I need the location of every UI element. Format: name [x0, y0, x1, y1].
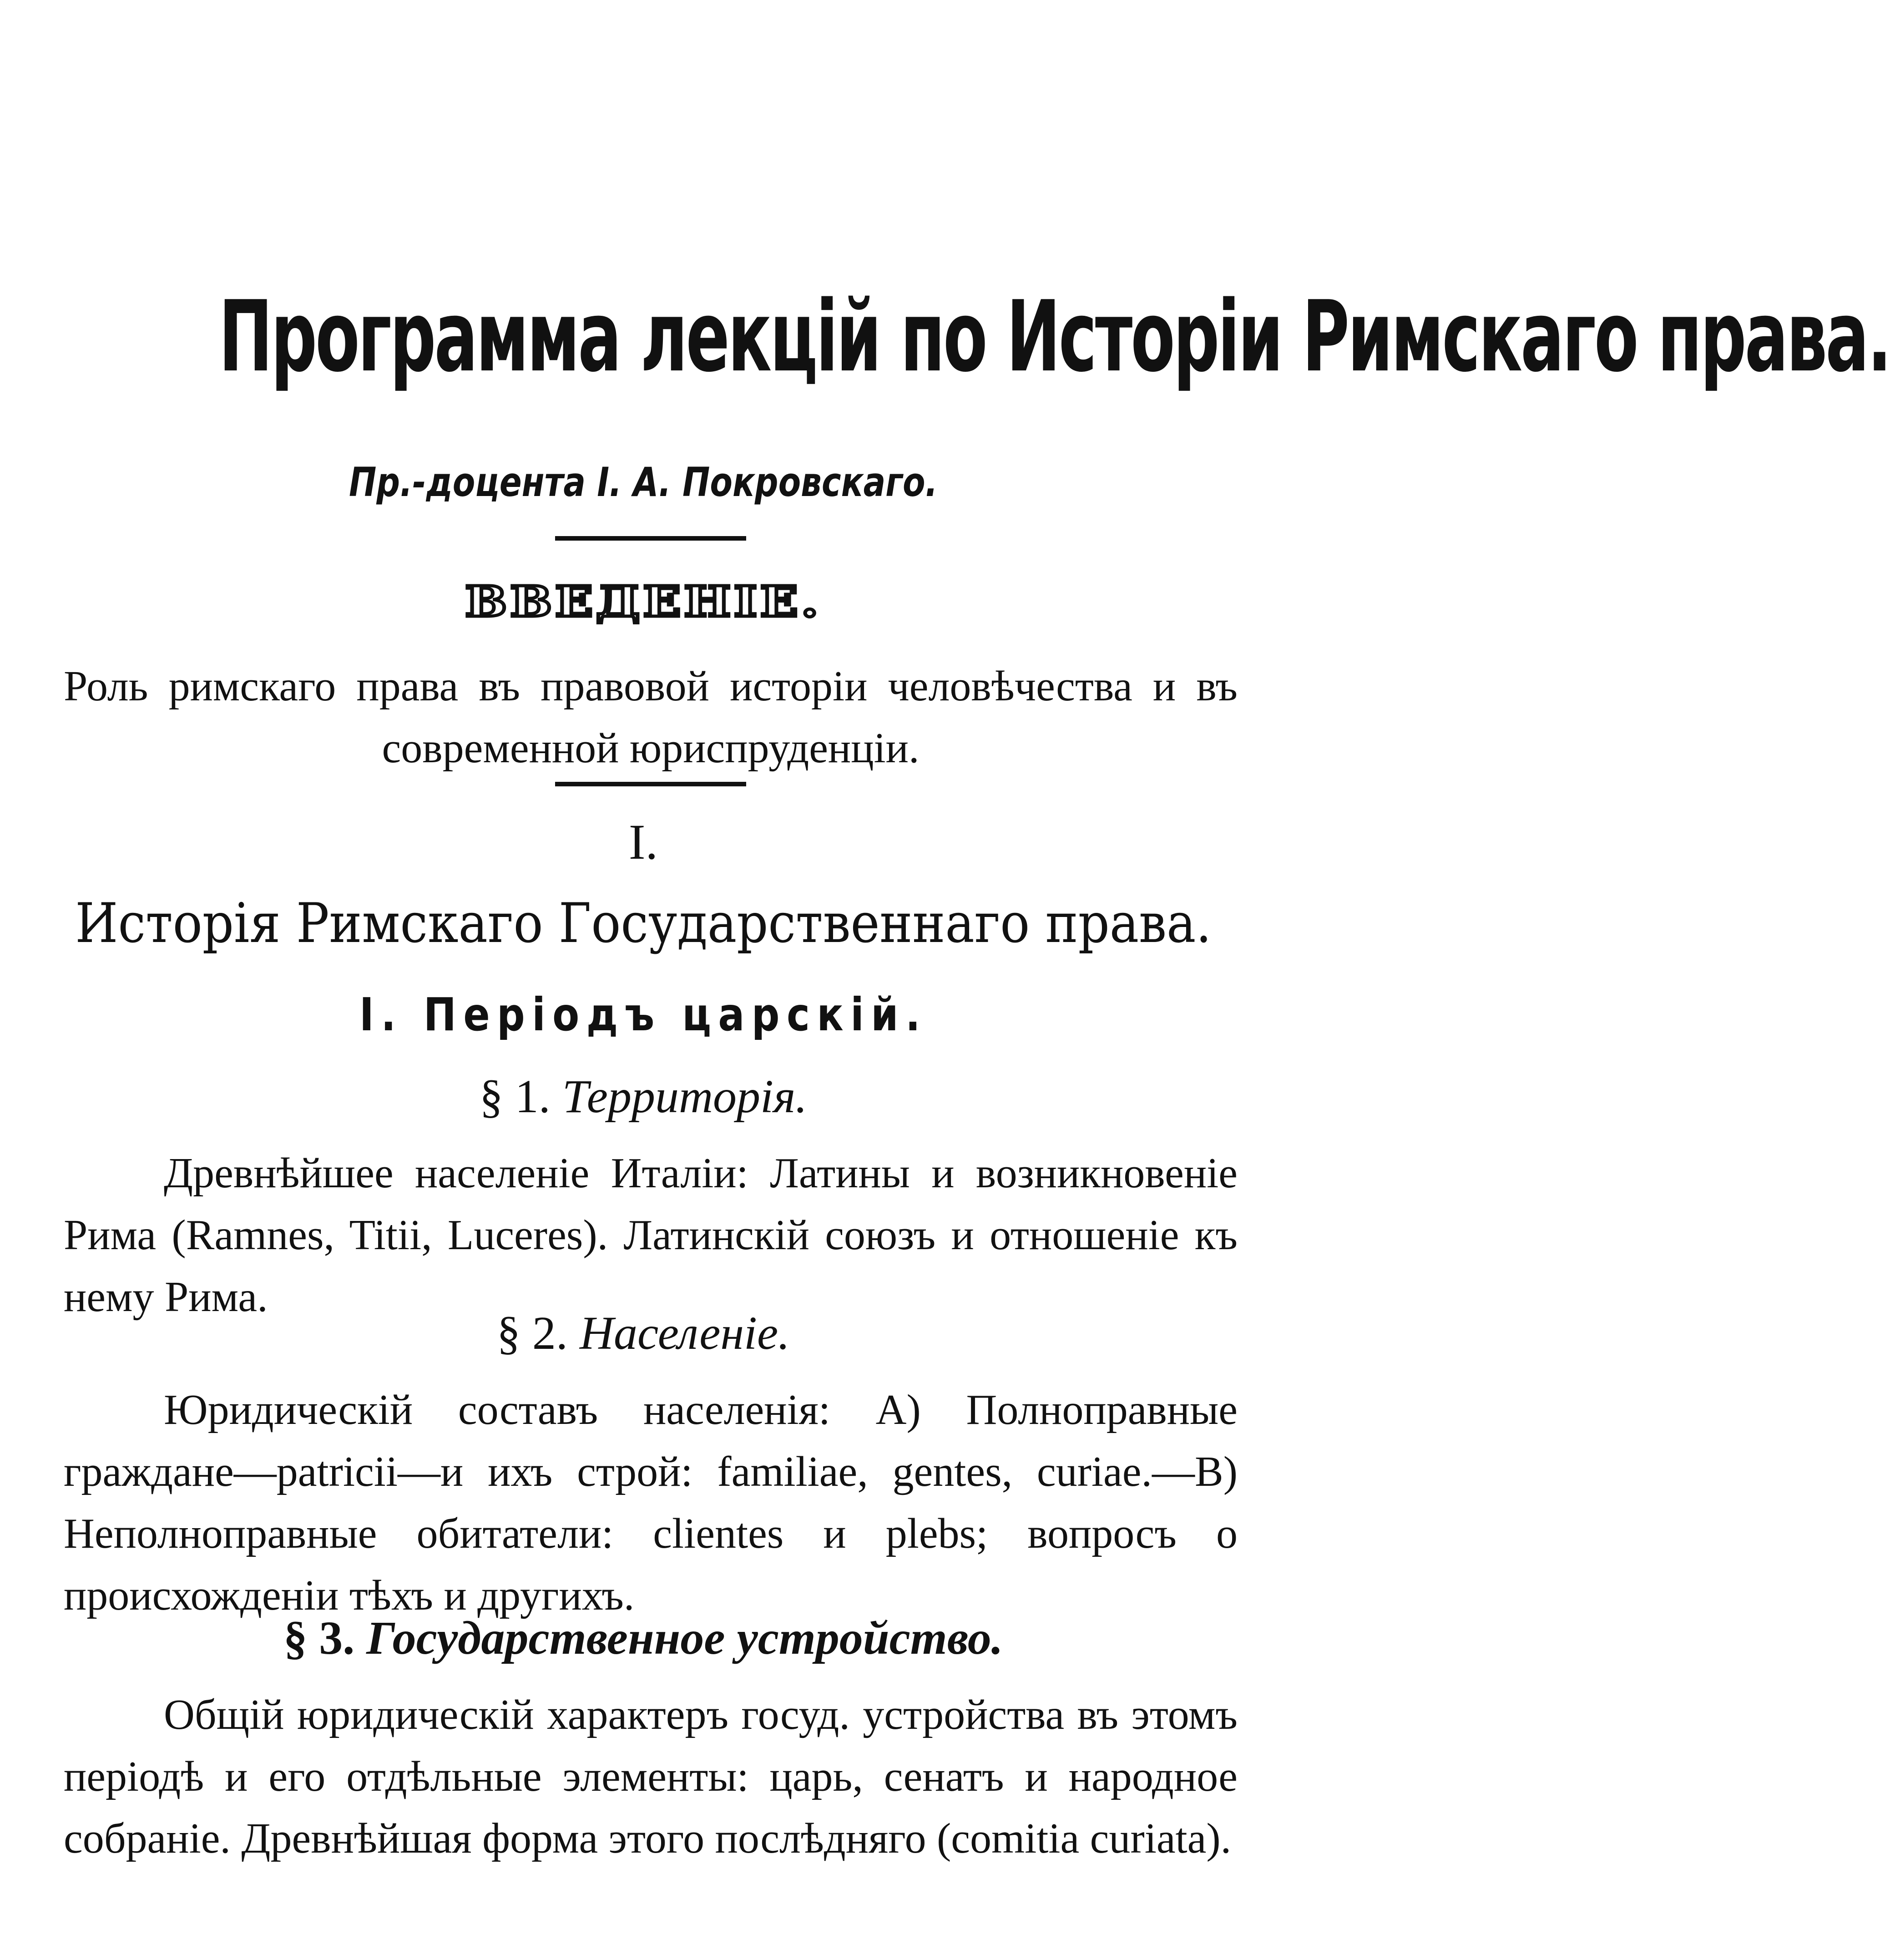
introduction-heading: ВВЕДЕНІЕ.: [465, 577, 822, 626]
part-title: Исторія Римскаго Государственнаго права.: [75, 892, 1212, 955]
divider-rule: [555, 782, 746, 786]
period-title: I. Періодъ царскій.: [359, 988, 928, 1041]
section-number: § 3.: [283, 1612, 355, 1664]
part-numeral: I.: [628, 814, 658, 870]
section-text: Древнѣйшее населеніе Италіи: Латины и возникновеніе Рима (Ramnes, Titii, Luceres). Латинскій союзъ и отношеніе къ нему Рима.: [64, 1150, 1238, 1321]
divider-rule: [555, 536, 746, 541]
document-title: Программа лекцій по Исторіи Римскаго права.: [218, 279, 1890, 394]
section-name: Населеніе.: [579, 1307, 790, 1359]
section-heading: [0, 1065, 1287, 1129]
section-name: Территорія.: [562, 1070, 808, 1123]
section-text: Общій юридическій характеръ госуд. устройства въ этомъ періодѣ и его отдѣльные элементы: царь, сенатъ и народное собраніе. Древнѣйшая форма этого послѣдняго (comitia curiata).: [64, 1691, 1238, 1862]
section-heading: [0, 1606, 1287, 1670]
section-number: § 2.: [496, 1307, 568, 1359]
author-line: Пр.-доцента I. А. Покровскаго.: [349, 459, 938, 506]
section-number: § 1.: [479, 1070, 551, 1123]
section-heading: [0, 1302, 1287, 1365]
section-name: Государственное устройство.: [366, 1612, 1003, 1664]
introduction-text: Роль римскаго права въ правовой исторіи человѣчества и въ современной юриспруденціи.: [64, 663, 1238, 772]
section-text: Юридическій составъ населенія: А) Полноправные граждане—patricii—и ихъ строй: familiae, gentes, curiae.—В) Неполноправные обитатели: clientes и plebs; вопросъ о происхожденіи тѣхъ и другихъ.: [64, 1386, 1238, 1619]
